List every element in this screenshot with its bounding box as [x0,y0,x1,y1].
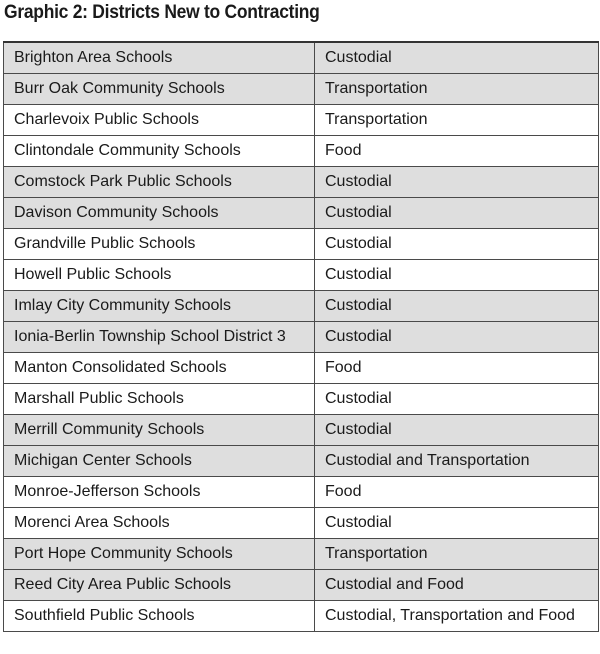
table-row [4,198,599,229]
district-cell: Brighton Area Schools [4,42,315,74]
table-row [4,446,599,477]
table-row [4,415,599,446]
table-row [4,322,599,353]
service-cell: Food [315,353,599,384]
table-row [4,136,599,167]
district-cell: Grandville Public Schools [4,229,315,260]
table-body [4,42,599,632]
district-cell: Davison Community Schools [4,198,315,229]
service-cell: Custodial [315,384,599,415]
district-cell: Clintondale Community Schools [4,136,315,167]
table-row [4,508,599,539]
service-cell: Food [315,477,599,508]
service-cell: Custodial, Transportation and Food [315,601,599,632]
table-row [4,570,599,601]
district-cell: Manton Consolidated Schools [4,353,315,384]
district-cell: Howell Public Schools [4,260,315,291]
service-cell: Custodial and Transportation [315,446,599,477]
district-cell: Michigan Center Schools [4,446,315,477]
district-cell: Merrill Community Schools [4,415,315,446]
district-cell: Southfield Public Schools [4,601,315,632]
service-cell: Custodial [315,167,599,198]
table-row [4,353,599,384]
service-cell: Transportation [315,539,599,570]
district-cell: Ionia-Berlin Township School District 3 [4,322,315,353]
table-row [4,229,599,260]
district-cell: Monroe-Jefferson Schools [4,477,315,508]
district-cell: Marshall Public Schools [4,384,315,415]
service-cell: Custodial [315,291,599,322]
service-cell: Custodial [315,508,599,539]
district-cell: Charlevoix Public Schools [4,105,315,136]
district-cell: Imlay City Community Schools [4,291,315,322]
service-cell: Custodial [315,415,599,446]
table-row [4,477,599,508]
service-cell: Custodial [315,229,599,260]
district-cell: Comstock Park Public Schools [4,167,315,198]
service-cell: Food [315,136,599,167]
table-row [4,42,599,74]
service-cell: Custodial [315,42,599,74]
service-cell: Custodial and Food [315,570,599,601]
table-row [4,601,599,632]
page-title: Graphic 2: Districts New to Contracting [4,2,320,23]
table-row [4,291,599,322]
service-cell: Transportation [315,74,599,105]
service-cell: Transportation [315,105,599,136]
service-cell: Custodial [315,198,599,229]
district-cell: Morenci Area Schools [4,508,315,539]
districts-table [3,41,599,632]
service-cell: Custodial [315,260,599,291]
district-cell: Reed City Area Public Schools [4,570,315,601]
district-cell: Burr Oak Community Schools [4,74,315,105]
table-row [4,260,599,291]
district-cell: Port Hope Community Schools [4,539,315,570]
table-row [4,384,599,415]
service-cell: Custodial [315,322,599,353]
table-row [4,167,599,198]
table-row [4,74,599,105]
table-row [4,539,599,570]
table-row [4,105,599,136]
